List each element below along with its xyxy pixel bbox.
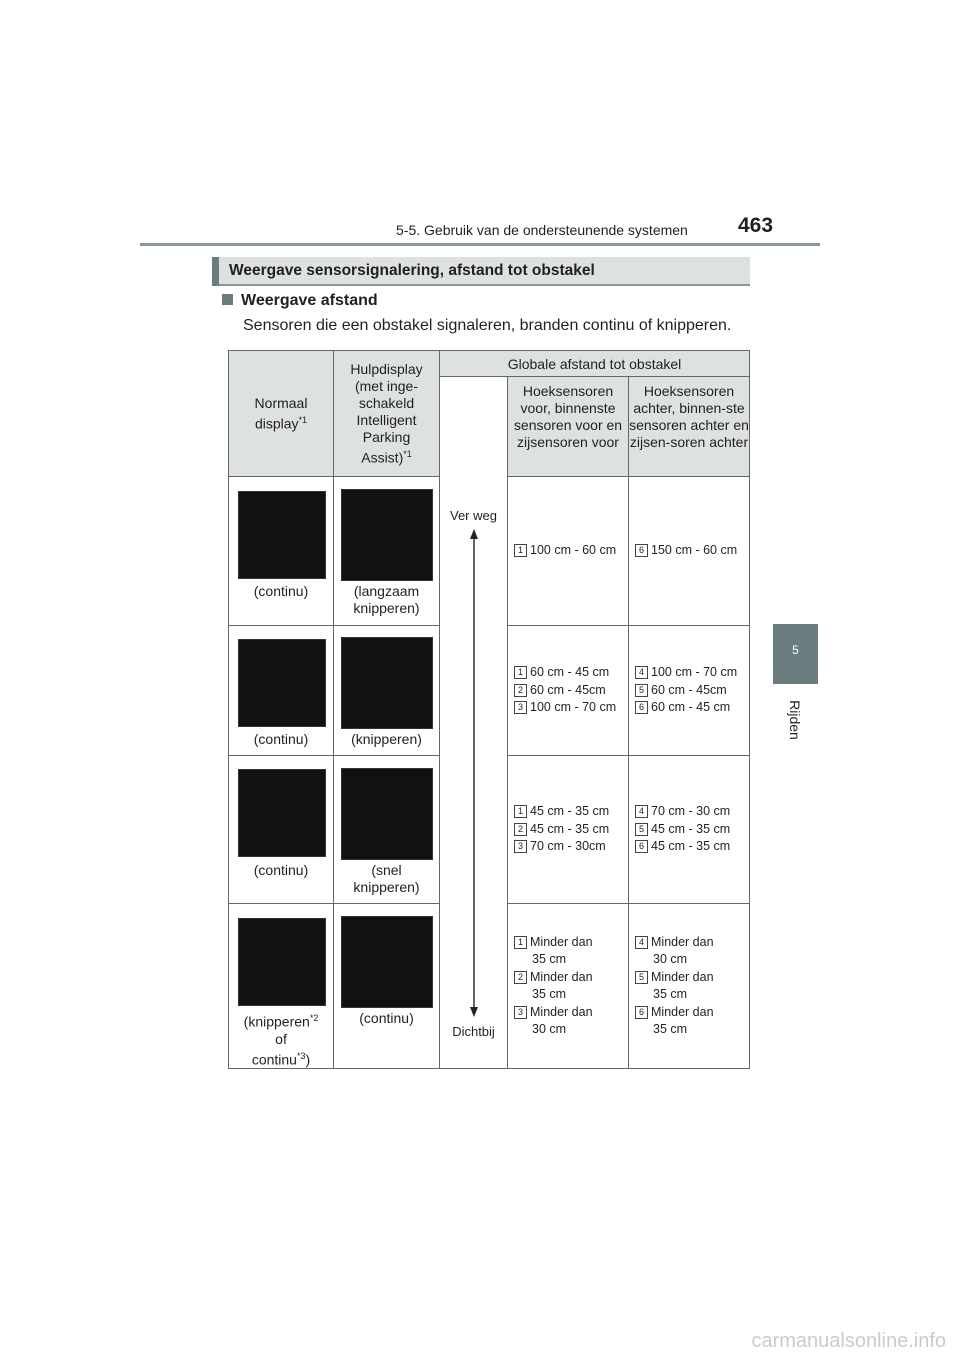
row4-front-values: 1 Minder dan 35 cm 2 Minder dan 35 cm 3 Minder dan 30 cm [508, 904, 629, 1069]
distance-arrow-icon [440, 527, 508, 1027]
near-label: Dichtbij [452, 1023, 495, 1039]
page-number: 463 [738, 214, 774, 237]
subheading-text: Weergave afstand [241, 292, 378, 309]
subheading [222, 292, 378, 310]
running-header-section: 5-5. Gebruik van de ondersteunende systemen [396, 222, 688, 238]
distance-scale-cell [440, 477, 508, 1069]
row1-assist-display-image [341, 489, 433, 581]
row2-normal-cell [229, 626, 334, 756]
row4-normal-caption: (knipperen$^{*2}$ of continu$^{*3}$) [243, 1013, 319, 1068]
row2-assist-display-image [341, 637, 433, 729]
square-bullet-icon [222, 294, 233, 305]
row3-assist-caption: (snel knipperen) [353, 862, 420, 895]
section-title: Weergave sensorsignalering, afstand tot obstakel [229, 262, 595, 279]
row1-normal-cell [229, 477, 334, 626]
row1-rear-values: 6 150 cm - 60 cm [629, 477, 750, 626]
intro-text: Sensoren die een obstakel signaleren, branden continu of knipperen. [243, 317, 732, 334]
row4-rear-values: 4 Minder dan 30 cm 5 Minder dan 35 cm 6 Minder dan 35 cm [629, 904, 750, 1069]
chapter-label: Rijden [787, 700, 803, 740]
distance-table [228, 350, 750, 1069]
row4-assist-cell [334, 904, 440, 1069]
title-accent [212, 257, 219, 286]
header-distance: Globale afstand tot obstakel [440, 351, 750, 377]
row2-rear-values: 4 100 cm - 70 cm 5 60 cm - 45cm 6 60 cm - 45 cm [629, 626, 750, 756]
row2-normal-caption: (continu) [253, 731, 309, 747]
row1-normal-display-image [238, 491, 326, 579]
row3-normal-cell [229, 756, 334, 904]
row4-normal-display-image [238, 918, 326, 1006]
row1-assist-cell [334, 477, 440, 626]
header-assist-display: Hulpdisplay (met inge-schakeld Intelligent Parking Assist)$^{*1}$ [334, 351, 440, 477]
row4-assist-display-image [341, 916, 433, 1008]
row3-assist-display-image [341, 768, 433, 860]
chapter-number: 5 [792, 643, 799, 657]
header-rule [140, 243, 820, 246]
header-normal-display: Normaal display$^{*1}$ [229, 351, 334, 477]
row2-normal-display-image [238, 639, 326, 727]
far-label: Ver weg [450, 507, 497, 523]
row3-normal-caption: (continu) [253, 862, 309, 878]
row2-front-values: 1 60 cm - 45 cm 2 60 cm - 45cm 3 100 cm - 70 cm [508, 626, 629, 756]
row1-assist-caption: (langzaam knipperen) [353, 583, 420, 616]
row3-rear-values: 4 70 cm - 30 cm 5 45 cm - 35 cm 6 45 cm - 35 cm [629, 756, 750, 904]
row3-normal-display-image [238, 769, 326, 857]
header-rear-sensors: Hoeksensoren achter, binnen-ste sensoren achter en zijsen-soren achter [629, 377, 750, 477]
row1-front-values: 1 100 cm - 60 cm [508, 477, 629, 626]
row2-assist-cell [334, 626, 440, 756]
row2-assist-caption: (knipperen) [351, 731, 422, 747]
row3-front-values: 1 45 cm - 35 cm 2 45 cm - 35 cm 3 70 cm - 30cm [508, 756, 629, 904]
row1-normal-caption: (continu) [253, 583, 309, 599]
row4-normal-cell [229, 904, 334, 1069]
row3-assist-cell [334, 756, 440, 904]
watermark: carmanualsonline.info [751, 1330, 946, 1352]
chapter-tab[interactable] [773, 624, 818, 684]
row4-assist-caption: (continu) [359, 1010, 414, 1026]
header-spacer [440, 377, 508, 477]
header-front-sensors: Hoeksensoren voor, binnenste sensoren voor en zijsensoren voor [508, 377, 629, 477]
section-title-bar [212, 257, 750, 286]
